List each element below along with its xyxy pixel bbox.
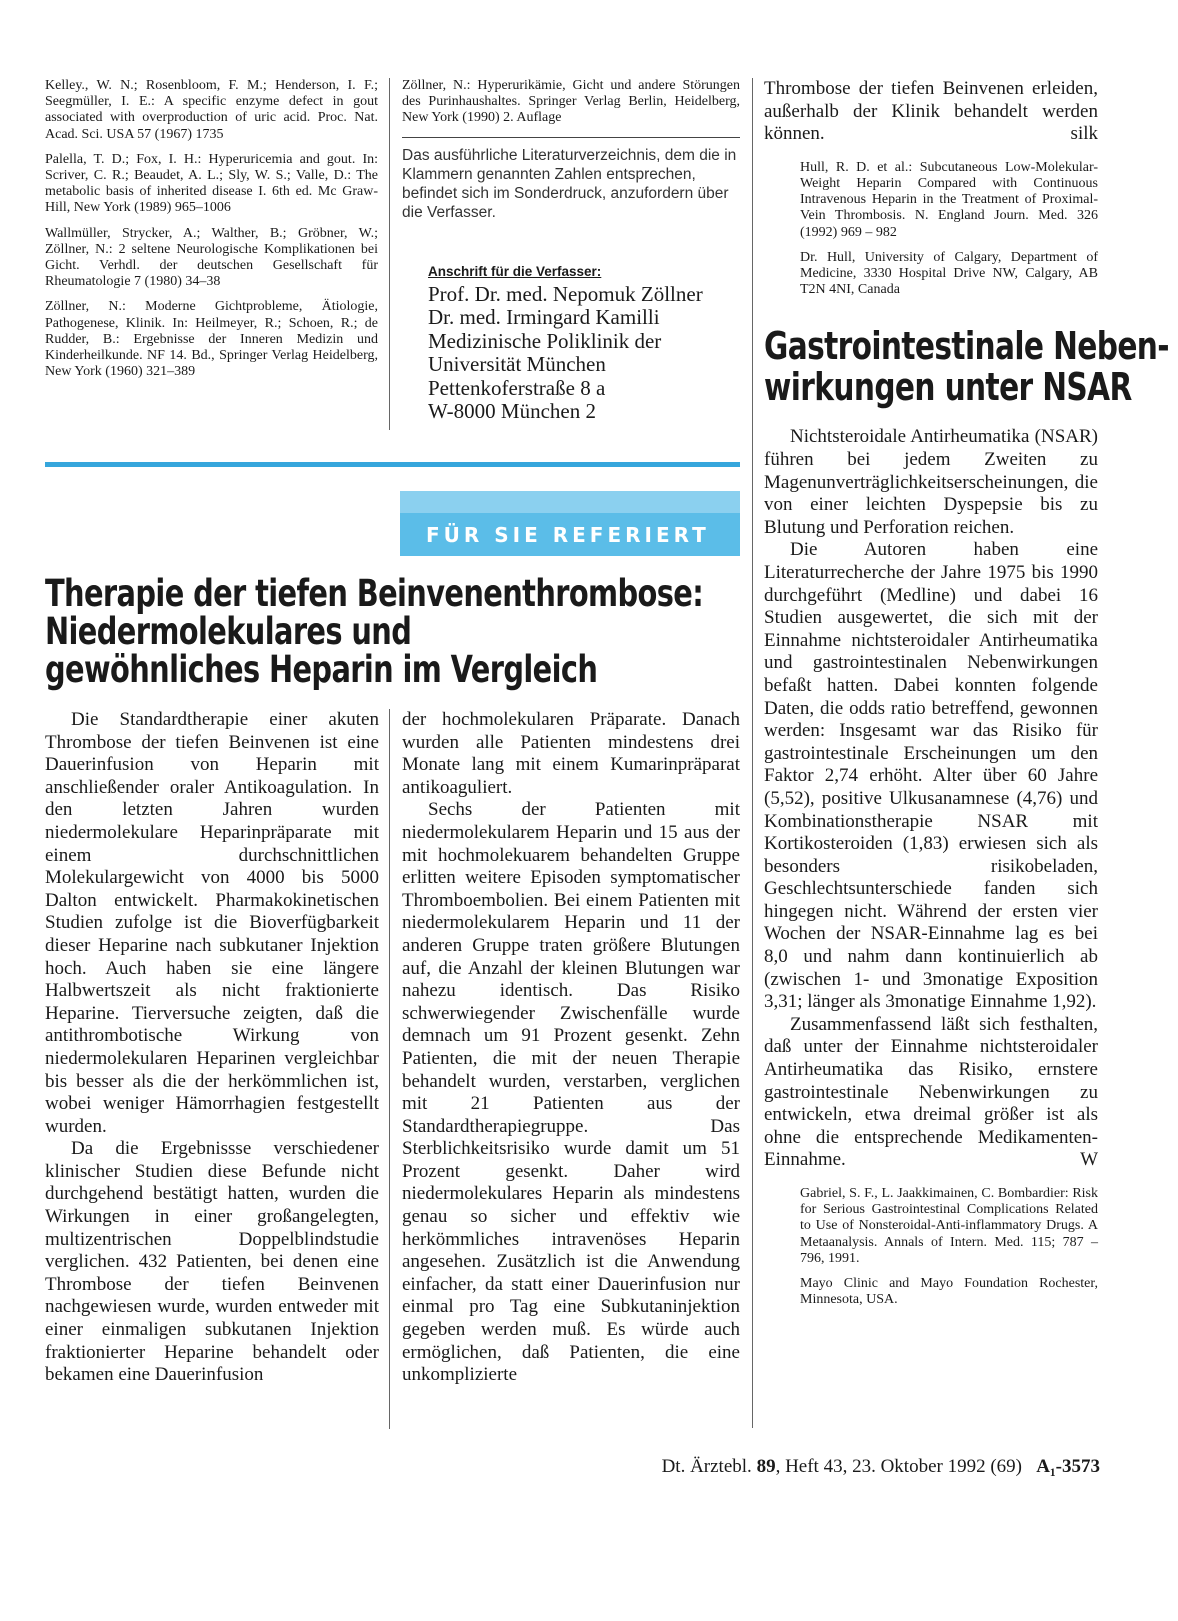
banner-label: FÜR SIE REFERIERT bbox=[426, 523, 710, 547]
paragraph: Die Autoren haben eine Literaturrecherche der Jahre 1975 bis 1990 durchgeführt (Medline) und dabei 16 Studien ausgewertet, die sich mit der Einnahme nichtsteroidaler Antirheumatika und gastrointestinalen Nebenwirkungen befaßt hatten. Dabei konnten folgende Daten, die odds ratio betreffend, gewonnen werden: Insgesamt war das Risiko für gastrointestinale Erscheinungen um den Faktor 2,74 erhöht. Alter über 60 Jahre (5,52), positive Ulkusanamnese (4,76) und Kombinationstherapie NSAR mit Kortikosteroiden (1,83) erwiesen sich als besonders risikobeladen, Geschlechtsunterschiede fanden sich hingegen nicht. Während der ersten vier Wochen der NSAR-Einnahme lag es bei 8,0 und nahm dann kontinuierlich ab (zwischen 1- und 3monatige Exposition 3,31; länger als 3monatige Einnahme 1,92). bbox=[764, 539, 1098, 1013]
reference: Zöllner, N.: Hyperurikämie, Gicht und andere Störungen des Purinhaushaltes. Springer Verlag Berlin, Heidelberg, New York (1990) 2. Auflage bbox=[402, 78, 740, 126]
headline-line: gewöhnliches Heparin im Vergleich bbox=[45, 648, 598, 691]
page-footer bbox=[662, 1456, 1100, 1478]
right-column bbox=[764, 78, 1169, 1317]
paragraph: Sechs der Patienten mit niedermolekularem Heparin und 15 aus der mit hochmolekuarem behandelten Gruppe erlitten weitere Episoden symptomatischer Thromboembolien. Bei einem Patienten mit niedermolekularem Heparin und 11 der anderen Gruppe traten größere Blutungen auf, die Anzahl der kleinen Blutungen war nahezu identisch. Das Risiko schwerwiegender Zwischenfälle wurde demnach um 91 Prozent gesenkt. Zehn Patienten, die mit der neuen Therapie behandelt wurden, verstarben, verglichen mit 21 Patienten aus der Standardtherapiegruppe. Das Sterblichkeitsrisiko wurde damit um 51 Prozent gesenkt. Daher wird niedermolekulares Heparin als mindestens genau so sicher und effektiv wie herkömmliches intravenöses Heparin angesehen. Zusätzlich ist die Anwendung einfacher, da statt einer Dauerinfusion nur einmal pro Tag eine Subkutaninjektion gegeben werden muß. Es würde auch ermöglichen, daß Patienten, die eine unkomplizierte bbox=[402, 799, 740, 1386]
paragraph: Die Standardtherapie einer akuten Thrombose der tiefen Beinvenen ist eine Dauerinfusion von Heparin mit anschließender oraler Antikoagulation. In den letzten Jahren wurden niedermolekulare Heparinpräparate mit einem durchschnittlichen Molekulargewicht von 4000 bis 5000 Dalton entwickelt. Pharmakokinetischen Studien zufolge ist die Bioverfügbarkeit dieser Heparine nach subkutaner Injektion hoch. Auch haben sie eine längere Halbwertszeit als nicht fraktionierte Heparine. Tierversuche zeigten, daß die antithrombotische Wirkung von niedermolekularen Heparinen vergleichbar bis besser als die der herkömmlichen ist, wobei weniger Hämorrhagien festgestellt wurden. bbox=[45, 709, 379, 1137]
section-banner bbox=[400, 491, 740, 556]
reference: Dr. Hull, University of Calgary, Department of Medicine, 3330 Hospital Drive NW, Calgary, AB T2N 4NI, Canada bbox=[800, 249, 1098, 298]
paragraph: Da die Ergebnissse verschiedener klinischer Studien diese Befunde nicht durchgehend bestätigt hatten, wurden die Wirkungen in einer großangelegten, multizentrischen Doppelblindstudie verglichen. 432 Patienten, bei denen eine Thrombose der tiefen Beinvenen nachgewiesen wurde, wurden entweder mit einer einmaligen subkutanen Injektion fraktionierter Heparine behandelt oder bekamen eine Dauerinfusion bbox=[45, 1138, 379, 1386]
paragraph: der hochmolekularen Präparate. Danach wurden alle Patienten mindestens drei Monate lang mit einem Kumarinpräparat antikoaguliert. bbox=[402, 709, 740, 798]
column-divider bbox=[389, 78, 390, 430]
literature-note: Das ausführliche Literaturverzeichnis, dem die in Klammern genannten Zahlen entsprechen, befindet sich im Sonderdruck, anzufordern über die Verfasser. bbox=[402, 146, 737, 221]
article-headline bbox=[45, 572, 889, 691]
paragraph: Thrombose der tiefen Beinvenen erleiden, außerhalb der Klinik behandelt werden können. bbox=[764, 78, 1098, 145]
reference: Mayo Clinic and Mayo Foundation Rochester, Minnesota, USA. bbox=[800, 1276, 1098, 1308]
address-line: Medizinische Poliklinik der bbox=[428, 328, 662, 353]
reference: Kelley., W. N.; Rosenbloom, F. M.; Henderson, I. F.; Seegmüller, I. E.: A specific enzyme defect in gout associated with overproduction of uric acid. Proc. Nat. Acad. Sci. USA 57 (1967) 1735 bbox=[45, 78, 378, 142]
column-divider bbox=[752, 78, 753, 1428]
address-line: Dr. med. Irmingard Kamilli bbox=[428, 305, 660, 330]
reference: Zöllner, N.: Moderne Gichtprobleme, Ätiologie, Pathogenese, Klinik. In: Heilmeyer, R.; Schoen, R.; de Rudder, B.: Ergebnisse der Inneren Medizin und Kinderheilkunde. NF 14. Bd., Springer Verlag Heidelberg, New York (1960) 321–389 bbox=[45, 299, 378, 380]
divider bbox=[402, 137, 740, 138]
reference: Hull, R. D. et al.: Subcutaneous Low-Molekular-Weight Heparin Compared with Continuous Intravenous Heparin in the Treatment of Proximal-Vein Thrombosis. N. England Journ. Med. 326 (1992) 969 – 982 bbox=[800, 159, 1098, 240]
page-number: A₁-3573 bbox=[1036, 1456, 1100, 1477]
article-body-column-2 bbox=[402, 709, 740, 1387]
reference: Palella, T. D.; Fox, I. H.: Hyperuricemia and gout. In: Scriver, C. R.; Beaudet, A. L.; Sly, W. S.; Valle, D.: The metabolic basis of inherited disease I. 6th ed. Mc Graw-Hill, New York (1989) 965–1006 bbox=[45, 151, 378, 216]
article-continuation bbox=[764, 78, 1098, 146]
author-address bbox=[402, 264, 740, 424]
reference: Gabriel, S. F., L. Jaakkimainen, C. Bombardier: Risk for Serious Gastrointestinal Complications Related to Use of Nonsteroidal-Anti-inflammatory Drugs. A Metaanalysis. Annals of Intern. Med. 115; 787 – 796, 1991. bbox=[800, 1186, 1098, 1266]
author-signature: W bbox=[1080, 1149, 1098, 1171]
headline-line: wirkungen unter NSAR bbox=[764, 365, 1132, 410]
address-line: Prof. Dr. med. Nepomuk Zöllner bbox=[428, 281, 703, 306]
address-line: Universität München bbox=[428, 352, 606, 377]
volume-number: 89 bbox=[756, 1456, 776, 1477]
column-divider bbox=[389, 709, 390, 1429]
section-rule bbox=[45, 462, 740, 467]
address-heading: Anschrift für die Verfasser: bbox=[428, 263, 602, 279]
article-references bbox=[764, 160, 1098, 299]
article-body bbox=[764, 426, 1098, 1172]
issue-info: , Heft 43, 23. Oktober 1992 (69) bbox=[775, 1456, 1022, 1477]
references-column-2 bbox=[402, 78, 740, 424]
article-references bbox=[764, 1186, 1098, 1308]
references-column-1 bbox=[45, 78, 378, 389]
paragraph: Nichtsteroidale Antirheumatika (NSAR) führen bei jedem Zweiten zu Magenunverträglichkeitserscheinungen, die von einer leichten Dyspepsie bis zu Blutung und Perforation reichen. bbox=[764, 426, 1098, 538]
author-signature: silk bbox=[1070, 123, 1098, 145]
address-line: W-8000 München 2 bbox=[428, 399, 596, 424]
reference: Wallmüller, Strycker, A.; Walther, B.; Gröbner, W.; Zöllner, N.: 2 seltene Neurologische Komplikationen bei Gicht. Verhdl. der deutschen Gesellschaft für Rheumatologie 7 (1980) 34–38 bbox=[45, 225, 378, 290]
article-body-column-1 bbox=[45, 709, 379, 1387]
article-headline bbox=[764, 324, 1169, 410]
journal-name: Dt. Ärztebl. bbox=[661, 1456, 752, 1477]
headline-line: Niedermolekulares und bbox=[45, 610, 412, 653]
address-line: Pettenkoferstraße 8 a bbox=[428, 375, 606, 400]
paragraph: Zusammenfassend läßt sich festhalten, daß unter der Einnahme nichtsteroidaler Antirheumatika das Risiko, ernstere gastrointestinale Nebenwirkungen zu entwickeln, etwa dreimal größer ist als ohne die entsprechende Medikamenten-Einnahme. bbox=[764, 1013, 1098, 1171]
headline-line: Therapie der tiefen Beinvenenthrombose: bbox=[45, 572, 704, 615]
headline-line: Gastrointestinale Neben- bbox=[764, 324, 1169, 369]
